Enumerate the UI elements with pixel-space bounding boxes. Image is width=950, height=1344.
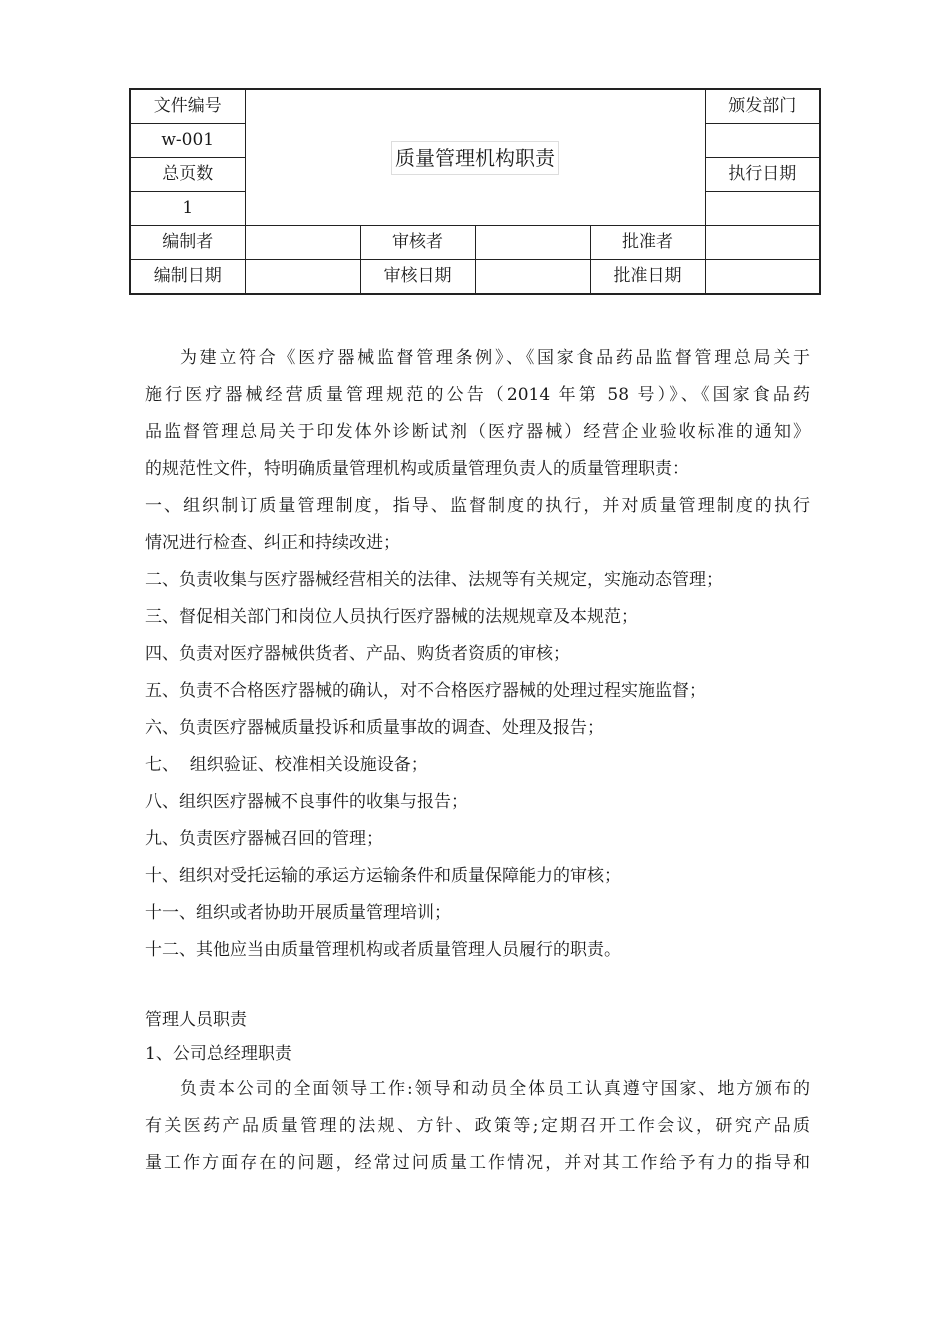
file-no-value: w-001 [130, 124, 245, 158]
approver-value [705, 226, 820, 260]
duty-item: 一、组织制订质量管理制度，指导、监督制度的执行，并对质量管理制度的执行 [145, 496, 810, 516]
pages-value: 1 [130, 192, 245, 226]
duty-item: 九、负责医疗器械召回的管理； [145, 829, 383, 849]
intro-line: 的规范性文件，特明确质量管理机构或质量管理负责人的质量管理职责： [145, 459, 689, 479]
reviewer-value [475, 226, 590, 260]
reviewer-label: 审核者 [360, 226, 475, 260]
duty-item: 六、负责医疗器械质量投诉和质量事故的调查、处理及报告； [145, 718, 604, 738]
gm-paragraph-line: 量工作方面存在的问题，经常过问质量工作情况，并对其工作给予有力的指导和 [145, 1153, 810, 1173]
document-title: 质量管理机构职责 [391, 141, 559, 175]
section-heading: 管理人员职责 [145, 1010, 247, 1030]
review-date-value [475, 260, 590, 295]
duty-item: 五、负责不合格医疗器械的确认，对不合格医疗器械的处理过程实施监督； [145, 681, 706, 701]
document-header-table [129, 88, 821, 295]
author-date-value [245, 260, 360, 295]
duty-item: 二、负责收集与医疗器械经营相关的法律、法规等有关规定，实施动态管理； [145, 570, 723, 590]
document-title-cell [245, 89, 705, 226]
approver-label: 批准者 [590, 226, 705, 260]
author-label: 编制者 [130, 226, 245, 260]
document-body [145, 340, 810, 1182]
duty-item: 十、组织对受托运输的承运方运输条件和质量保障能力的审核； [145, 866, 621, 886]
duty-item: 情况进行检查、纠正和持续改进； [145, 533, 400, 553]
review-date-label: 审核日期 [360, 260, 475, 295]
author-value [245, 226, 360, 260]
exec-date-label: 执行日期 [705, 158, 820, 192]
duty-item: 七、 组织验证、校准相关设施设备； [145, 755, 428, 775]
intro-line: 施行医疗器械经营质量管理规范的公告（2014 年第 58 号）》、《国家食品药 [145, 385, 810, 405]
approve-date-value [705, 260, 820, 295]
intro-line: 为建立符合《医疗器械监督管理条例》、《国家食品药品监督管理总局关于 [180, 348, 810, 368]
subsection-heading: 1、公司总经理职责 [145, 1044, 292, 1064]
duty-item: 三、督促相关部门和岗位人员执行医疗器械的法规规章及本规范； [145, 607, 638, 627]
duty-item: 八、组织医疗器械不良事件的收集与报告； [145, 792, 468, 812]
gm-paragraph-line: 有关医药产品质量管理的法规、方针、政策等;定期召开工作会议，研究产品质 [145, 1116, 810, 1136]
author-date-label: 编制日期 [130, 260, 245, 295]
file-no-label: 文件编号 [130, 89, 245, 124]
duty-item: 十二、其他应当由质量管理机构或者质量管理人员履行的职责。 [145, 940, 621, 960]
duty-item: 十一、组织或者协助开展质量管理培训； [145, 903, 451, 923]
intro-line: 品监督管理总局关于印发体外诊断试剂（医疗器械）经营企业验收标准的通知》 [145, 422, 810, 442]
pages-label: 总页数 [130, 158, 245, 192]
issue-dept-label: 颁发部门 [705, 89, 820, 124]
duty-item: 四、负责对医疗器械供货者、产品、购货者资质的审核； [145, 644, 570, 664]
issue-dept-value [705, 124, 820, 158]
approve-date-label: 批准日期 [590, 260, 705, 295]
gm-paragraph-line: 负责本公司的全面领导工作:领导和动员全体员工认真遵守国家、地方颁布的 [180, 1079, 810, 1099]
exec-date-value [705, 192, 820, 226]
